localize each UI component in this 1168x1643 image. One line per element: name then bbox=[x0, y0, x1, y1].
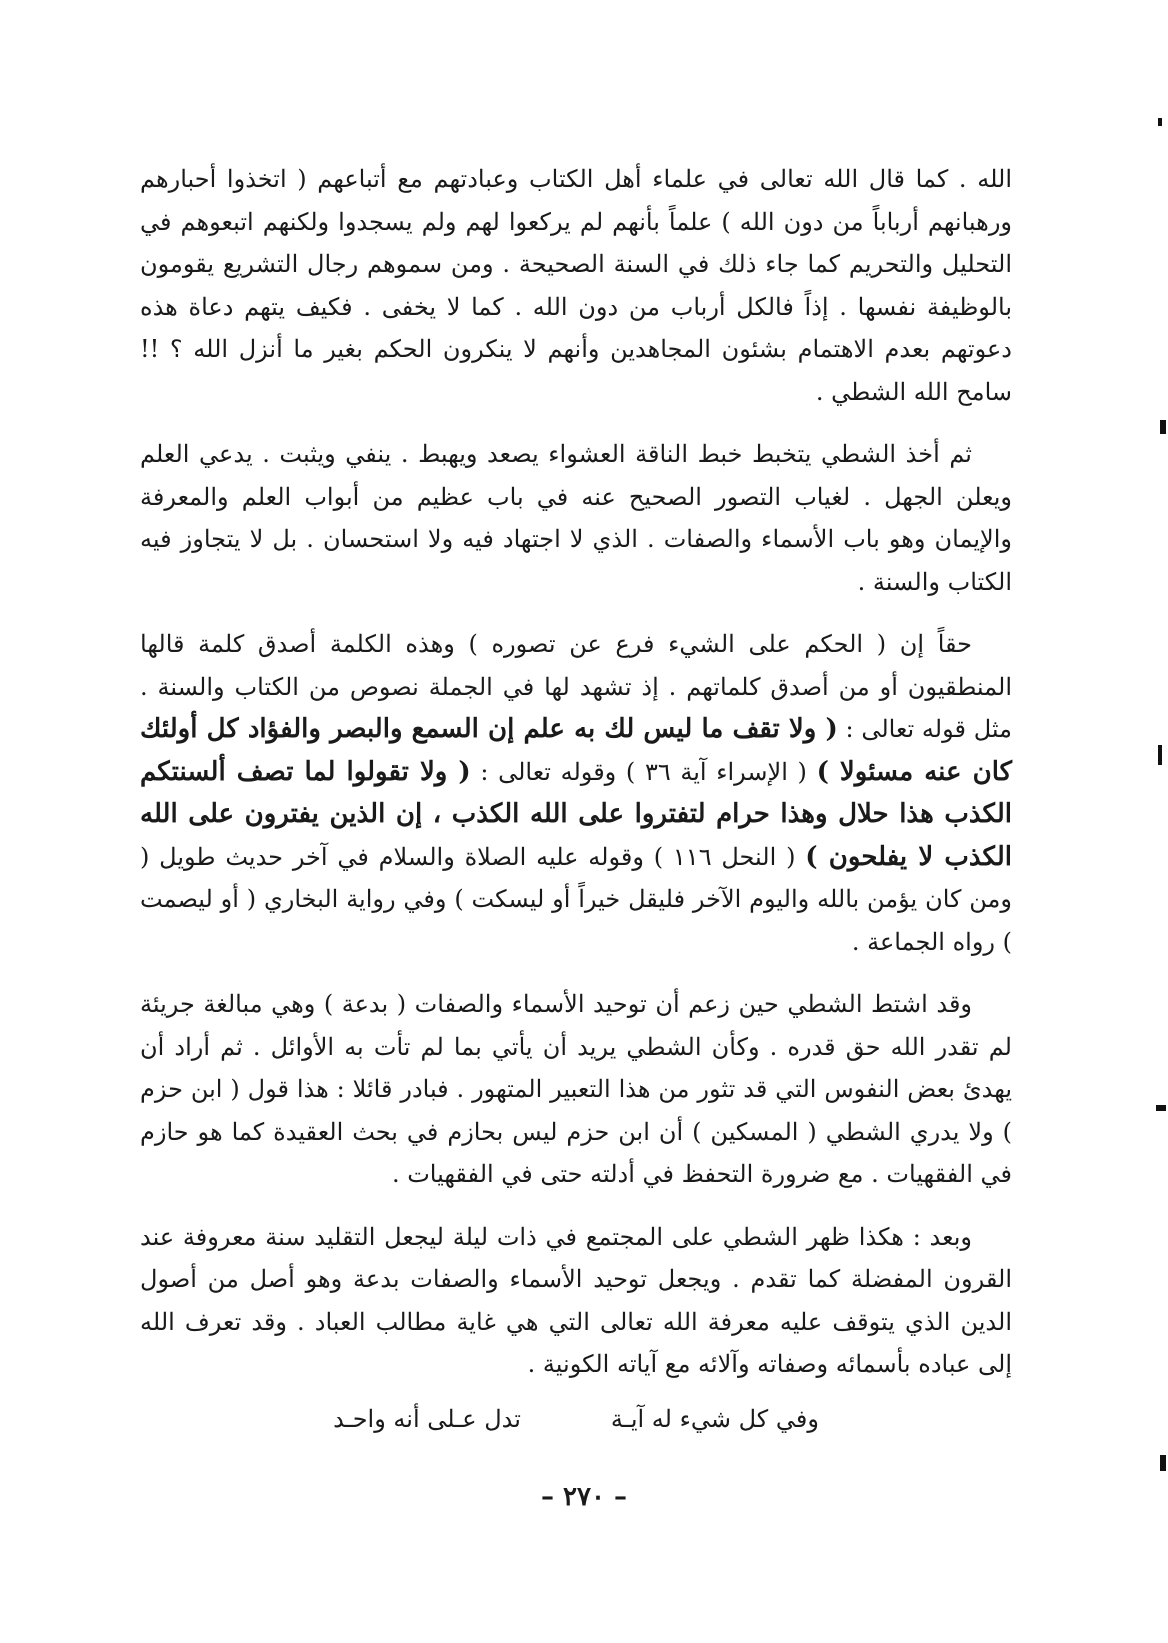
poetry-verse bbox=[140, 1398, 1012, 1441]
scan-mark-4 bbox=[1156, 1105, 1166, 1111]
quran-verse-isra: ( ولا تقف ما ليس لك به علم إن السمع والبصر والفؤاد كل أولئك كان عنه مسئولا ) bbox=[140, 714, 1012, 787]
page-body bbox=[140, 158, 1012, 1440]
paragraph-3-intro: حقاً إن ( الحكم على الشيء فرع عن تصوره ) وهذه الكلمة أصدق كلمة قالها المنطقيون أو من أصدق كلماتهم . إذ تشهد لها في الجملة نصوص من الكتاب والسنة . مثل قوله تعالى : bbox=[140, 630, 1012, 743]
paragraph-5: وبعد : هكذا ظهر الشطي على المجتمع في ذات ليلة ليجعل التقليد سنة معروفة عند القرون المفضلة كما تقدم . ويجعل توحيد الأسماء والصفات بدعة وهو أصل من أصول الدين الذي يتوقف عليه معرفة الله تعالى التي هي غاية مطالب العباد . وقد تعرف الله إلى عباده بأسمائه وصفاته وآلائه مع آياته الكونية . bbox=[140, 1222, 1012, 1378]
paragraph-3-hadith: ( النحل ١١٦ ) وقوله عليه الصلاة والسلام في آخر حديث طويل ( ومن كان يؤمن بالله واليوم الآخر فليقل خيراً أو ليسكت ) وفي رواية البخاري ( أو ليصمت ) رواه الجماعة . bbox=[140, 842, 1012, 956]
paragraph-4: وقد اشتط الشطي حين زعم أن توحيد الأسماء والصفات ( بدعة ) وهي مبالغة جريئة لم تقدر الله حق قدره . وكأن الشطي يريد أن يأتي بما لم تأت به الأوائل . ثم أراد أن يهدئ بعض النفوس التي قد تثور من هذا التعبير المتهور . فبادر قائلا : هذا قول ( ابن حزم ) ولا يدري الشطي ( المسكين ) أن ابن حزم ليس بحازم في بحث العقيدة كما هو حازم في الفقهيات . مع ضرورة التحفظ في أدلته حتى في الفقهيات . bbox=[140, 990, 1012, 1188]
verse-reference-isra: ( الإسراء آية ٣٦ ) وقوله تعالى : bbox=[480, 757, 807, 786]
page-number: – ٢٧٠ – bbox=[540, 1482, 628, 1512]
scan-mark-1 bbox=[1158, 118, 1162, 126]
verse-first-hemistich: وفي كل شيء له آيـة bbox=[610, 1404, 819, 1433]
scan-mark-3 bbox=[1158, 745, 1162, 765]
verse-second-hemistich: تدل عـلى أنه واحـد bbox=[333, 1404, 521, 1433]
scan-mark-2 bbox=[1160, 420, 1166, 434]
scan-mark-5 bbox=[1160, 1455, 1166, 1471]
paragraph-1: الله . كما قال الله تعالى في علماء أهل الكتاب وعبادتهم مع أتباعهم ( اتخذوا أحبارهم ورهبانهم أرباباً من دون الله ) علماً بأنهم لم يركعوا لهم ولم يسجدوا ولكنهم اتبعوهم في التحليل والتحريم كما جاء ذلك في السنة الصحيحة . ومن سموهم رجال التشريع يقومون بالوظيفة نفسها . إذاً فالكل أرباب من دون الله . كما لا يخفى . فكيف يتهم دعاة هذه دعوتهم بعدم الاهتمام بشئون المجاهدين وأنهم لا ينكرون الحكم بغير ما أنزل الله ؟ !! سامح الله الشطي . bbox=[140, 165, 1013, 406]
quran-verse-nahl: ( ولا تقولوا لما تصف ألسنتكم الكذب هذا حلال وهذا حرام لتفتروا على الله الكذب ، إن الذين يفترون على الله الكذب لا يفلحون ) bbox=[140, 756, 1013, 872]
paragraph-3 bbox=[140, 623, 1012, 963]
paragraph-2: ثم أخذ الشطي يتخبط خبط الناقة العشواء يصعد ويهبط . ينفي ويثبت . يدعي العلم ويعلن الجهل . لغياب التصور الصحيح عنه في باب عظيم من أبواب العلم والمعرفة والإيمان وهو باب الأسماء والصفات . الذي لا اجتهاد فيه ولا استحسان . بل لا يتجاوز فيه الكتاب والسنة . bbox=[140, 440, 1012, 596]
